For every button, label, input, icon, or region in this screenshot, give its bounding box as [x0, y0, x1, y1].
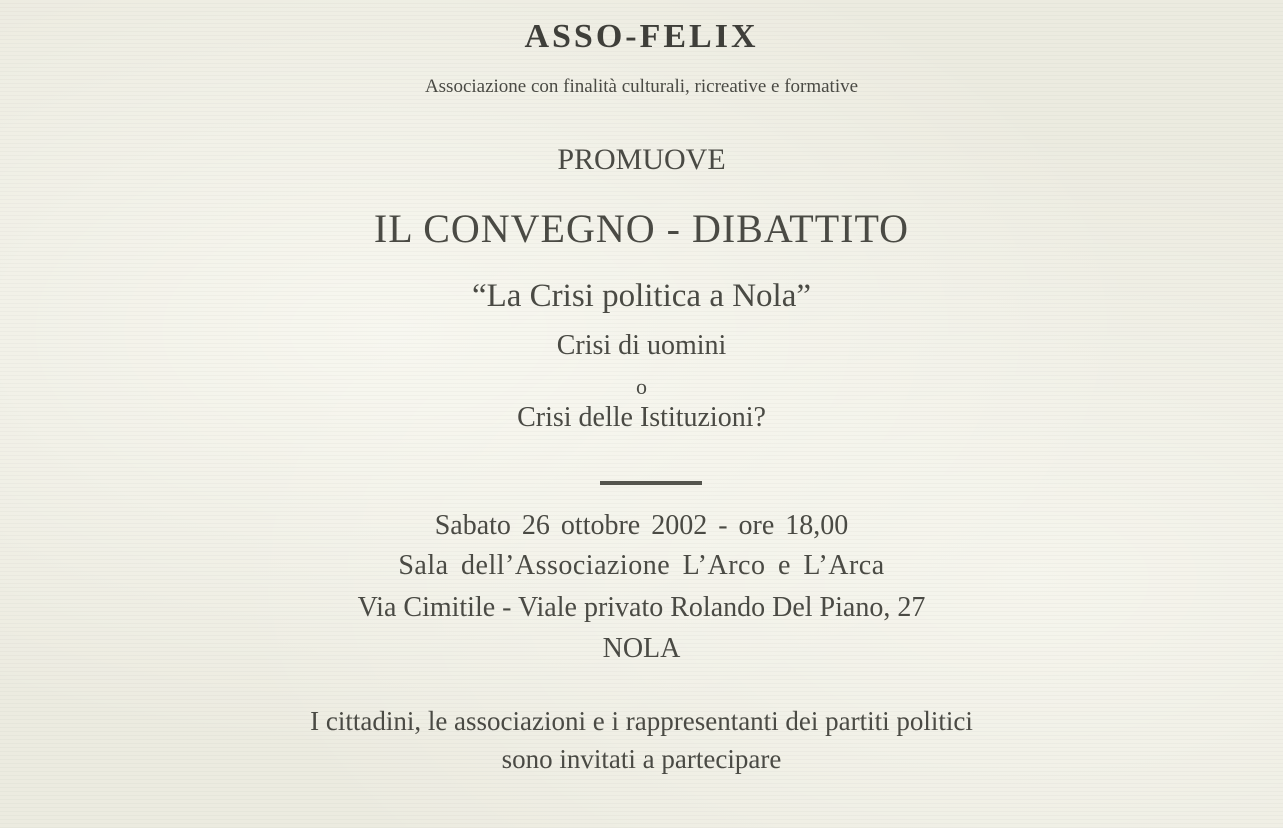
event-subtitle-first: Crisi di uomini [556, 330, 727, 361]
invitation-text-second: sono invitati a partecipare [501, 744, 782, 774]
invitation-text-first: I cittadini, le associazioni e i rappresentanti dei partiti politici [310, 706, 973, 736]
event-address: Via Cimitile - Viale privato Rolando Del Piano, 27 [357, 592, 926, 623]
event-subtitle-or: o [636, 374, 647, 399]
divider-rule [600, 481, 702, 485]
event-subtitle-second: Crisi delle Istituzioni? [517, 402, 766, 433]
promotes-heading: PROMUOVE [557, 143, 726, 176]
organization-name: ASSO-FELIX [524, 18, 759, 55]
organization-subtitle: Associazione con finalità culturali, ricreative e formative [424, 76, 859, 97]
event-title: “La Crisi politica a Nola” [471, 278, 812, 314]
event-type-heading: IL CONVEGNO - DIBATTITO [373, 206, 910, 251]
event-city: NOLA [602, 633, 681, 664]
event-date-time: Sabato 26 ottobre 2002 - ore 18,00 [434, 510, 849, 541]
event-venue: Sala dell’Associazione L’Arco e L’Arca [398, 550, 885, 581]
